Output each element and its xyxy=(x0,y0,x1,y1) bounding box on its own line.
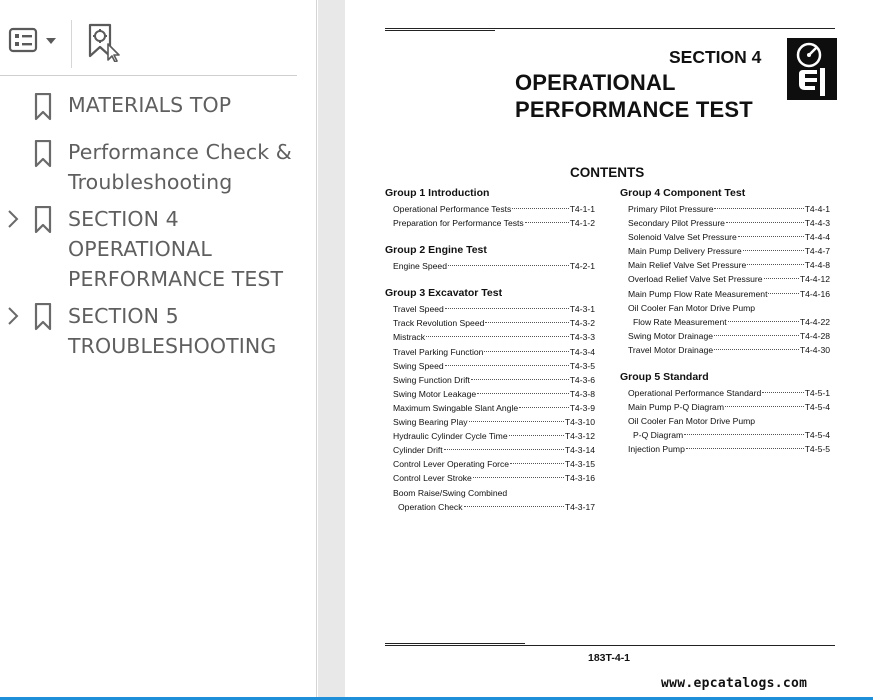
toc-entry[interactable] xyxy=(385,457,595,471)
toc-leader-dots xyxy=(426,336,569,337)
toc-entry[interactable] xyxy=(620,315,830,329)
toc-entry-title: Travel Motor Drainage xyxy=(628,344,714,355)
toc-leader-dots xyxy=(445,365,569,366)
toc-entry-title: Travel Parking Function xyxy=(393,346,484,357)
toc-entry[interactable] xyxy=(385,443,595,457)
toc-entry[interactable] xyxy=(620,258,830,272)
toc-leader-dots xyxy=(473,477,564,478)
bookmarks-toolbar xyxy=(0,8,297,76)
toc-entry-page: T4-4-28 xyxy=(799,330,830,341)
toc-entry[interactable] xyxy=(385,373,595,387)
toc-group-heading: Group 5 Standard xyxy=(620,371,709,384)
toc-leader-dots xyxy=(725,406,804,407)
toc-entry[interactable] xyxy=(620,301,830,315)
toc-entry-title: Swing Bearing Play xyxy=(393,417,468,428)
toc-entry-page: T4-3-16 xyxy=(564,473,595,484)
toc-entry[interactable] xyxy=(620,272,830,286)
toc-leader-dots xyxy=(471,379,569,380)
toc-entry[interactable] xyxy=(385,429,595,443)
toc-entry-title: Control Lever Operating Force xyxy=(393,459,510,470)
toc-leader-dots xyxy=(464,506,564,507)
footer-rule xyxy=(385,645,835,646)
toc-entry[interactable] xyxy=(385,330,595,344)
toc-entry-title: Mistrack xyxy=(393,332,425,343)
toc-entry-title: Swing Function Drift xyxy=(393,374,470,385)
toc-left-column xyxy=(385,185,595,514)
toc-entry[interactable] xyxy=(385,486,595,500)
toc-entry-page: T4-3-1 xyxy=(569,304,595,315)
toc-entry-title: Primary Pilot Pressure xyxy=(628,204,714,214)
toc-leader-dots xyxy=(686,448,804,449)
toc-entry-title: Hydraulic Cylinder Cycle Time xyxy=(393,431,508,442)
watermark: www.epcatalogs.com xyxy=(661,676,808,691)
toc-entry-page: T4-4-12 xyxy=(799,274,830,285)
toc-leader-dots xyxy=(469,421,564,422)
chevron-down-icon xyxy=(46,38,56,44)
toolbar-divider xyxy=(71,20,72,68)
toc-entry[interactable] xyxy=(385,202,595,216)
bookmarks-panel xyxy=(0,0,317,700)
toc-entry-page: T4-3-4 xyxy=(569,346,595,357)
toc-entry[interactable] xyxy=(620,216,830,230)
toc-leader-dots xyxy=(510,463,564,464)
toc-entry[interactable] xyxy=(385,500,595,514)
toc-entry-title: Flow Rate Measurement xyxy=(633,316,727,327)
toc-entry[interactable] xyxy=(620,202,830,216)
toc-entry-page: T4-5-4 xyxy=(804,402,830,413)
toc-entry[interactable] xyxy=(385,345,595,359)
toc-entry-title: Solenoid Valve Set Pressure xyxy=(628,232,737,243)
toc-leader-dots xyxy=(485,322,568,323)
toc-leader-dots xyxy=(762,392,803,393)
toc-entry[interactable] xyxy=(385,471,595,485)
toc-entry-page: T4-4-16 xyxy=(799,288,830,299)
toc-entry-page: T4-4-3 xyxy=(804,218,830,229)
toc-entry-title: Overload Relief Valve Set Pressure xyxy=(628,274,763,285)
toc-entry-page: T4-3-10 xyxy=(564,417,595,428)
toc-entry[interactable] xyxy=(620,343,830,357)
section-number: SECTION 4 xyxy=(669,47,762,67)
toc-entry-page: T4-3-8 xyxy=(569,388,595,399)
toc-leader-dots xyxy=(728,321,799,322)
toc-entry-title: Operation Check xyxy=(398,501,463,512)
toc-entry-title: Operational Performance Tests xyxy=(393,204,512,214)
chevron-right-icon[interactable] xyxy=(6,306,20,326)
toc-entry-page: T4-3-2 xyxy=(569,318,595,329)
toc-leader-dots xyxy=(714,208,803,209)
toc-leader-dots xyxy=(509,435,564,436)
toc-entry-title: Control Lever Stroke xyxy=(393,473,472,484)
find-bookmark-button[interactable] xyxy=(86,22,122,62)
toc-entry-title: Oil Cooler Fan Motor Drive Pump xyxy=(628,302,756,313)
toc-group-heading: Group 4 Component Test xyxy=(620,187,746,199)
toc-entry-page: T4-4-1 xyxy=(804,204,830,214)
toc-entry-page: T4-3-14 xyxy=(564,445,595,456)
toc-entry[interactable] xyxy=(620,329,830,343)
toc-leader-dots xyxy=(448,265,569,266)
toc-entry[interactable] xyxy=(620,400,830,414)
toc-entry[interactable] xyxy=(620,428,830,442)
toc-group-heading: Group 1 Introduction xyxy=(385,187,490,199)
toc-entry-title: Track Revolution Speed xyxy=(393,318,485,329)
toc-entry-page: T4-5-4 xyxy=(804,430,830,441)
toc-leader-dots xyxy=(714,349,799,350)
chevron-right-icon[interactable] xyxy=(6,209,20,229)
toc-entry-page: T4-3-12 xyxy=(564,431,595,442)
document-viewer[interactable] xyxy=(318,0,873,700)
toc-leader-dots xyxy=(738,236,804,237)
toc-leader-dots xyxy=(519,407,569,408)
toc-group-heading: Group 2 Engine Test xyxy=(385,244,487,257)
toc-leader-dots xyxy=(525,222,569,223)
toc-entry-page: T4-3-9 xyxy=(569,402,595,413)
toc-entry-title: Main Pump Delivery Pressure xyxy=(628,246,742,257)
toc-right-column xyxy=(620,185,830,457)
toc-entry[interactable] xyxy=(385,415,595,429)
bookmark-label: Performance Check & Troubleshooting xyxy=(68,140,292,194)
toc-leader-dots xyxy=(747,264,803,265)
toc-leader-dots xyxy=(512,208,568,209)
toc-entry-title: Main Pump P-Q Diagram xyxy=(628,402,724,413)
toc-entry[interactable] xyxy=(620,230,830,244)
toc-entry[interactable] xyxy=(385,387,595,401)
toc-entry-title: P-Q Diagram xyxy=(633,430,684,441)
bookmark-icon xyxy=(34,303,52,331)
toc-entry[interactable] xyxy=(385,401,595,415)
bookmark-icon xyxy=(34,140,52,168)
toc-entry-title: Maximum Swingable Slant Angle xyxy=(393,402,519,413)
toc-entry-title: Cylinder Drift xyxy=(393,445,443,456)
toc-leader-dots xyxy=(726,222,804,223)
toc-leader-dots xyxy=(768,293,798,294)
toc-entry[interactable] xyxy=(620,287,830,301)
bookmark-label: SECTION 5 TROUBLESHOOTING xyxy=(68,304,277,358)
toc-entry[interactable] xyxy=(385,302,595,316)
toc-leader-dots xyxy=(764,278,799,279)
toc-entry-title: Boom Raise/Swing Combined xyxy=(393,487,508,498)
toc-entry-title: Preparation for Performance Tests xyxy=(393,218,524,229)
bookmark-search-icon xyxy=(86,22,122,62)
document-page xyxy=(345,0,873,700)
toc-leader-dots xyxy=(477,393,569,394)
toc-entry-title: Engine Speed xyxy=(393,261,447,272)
toc-entry-title: Main Relief Valve Set Pressure xyxy=(628,260,747,271)
toc-leader-dots xyxy=(743,250,804,251)
toc-entry[interactable] xyxy=(385,316,595,330)
toc-entry-page: T4-4-7 xyxy=(804,246,830,257)
toc-entry[interactable] xyxy=(620,414,830,428)
toc-entry-page: T4-4-4 xyxy=(804,232,830,243)
toc-entry-page: T4-2-1 xyxy=(569,261,595,272)
toc-entry-title: Secondary Pilot Pressure xyxy=(628,218,725,229)
section-title: OPERATIONAL PERFORMANCE TEST xyxy=(515,70,753,122)
toc-entry-title: Oil Cooler Fan Motor Drive Pump xyxy=(628,416,756,427)
list-options-icon xyxy=(8,26,60,56)
toc-entry-page: T4-1-2 xyxy=(569,218,595,229)
header-rule xyxy=(385,30,495,31)
toc-entry-title: Swing Speed xyxy=(393,360,444,371)
toc-leader-dots xyxy=(714,335,799,336)
toc-leader-dots xyxy=(684,434,804,435)
page-number: 183T-4-1 xyxy=(588,652,631,664)
header-rule xyxy=(385,28,835,29)
toc-entry-page: T4-4-8 xyxy=(804,260,830,271)
toc-entry-title: Operational Performance Standard xyxy=(628,388,762,399)
options-menu-button[interactable] xyxy=(8,26,60,56)
toc-entry[interactable] xyxy=(620,244,830,258)
toc-leader-dots xyxy=(444,449,564,450)
toc-group-heading: Group 3 Excavator Test xyxy=(385,287,503,300)
toc-entry-title: Injection Pump xyxy=(628,444,685,455)
toc-leader-dots xyxy=(484,351,568,352)
bookmark-label: MATERIALS TOP xyxy=(68,93,232,117)
bookmark-icon xyxy=(34,93,52,121)
toc-entry-title: Swing Motor Leakage xyxy=(393,388,477,399)
toc-entry[interactable] xyxy=(620,386,830,400)
toc-entry-page: T4-3-6 xyxy=(569,374,595,385)
contents-heading: CONTENTS xyxy=(570,165,645,180)
toc-entry[interactable] xyxy=(620,442,830,456)
bookmark-label: SECTION 4 OPERATIONAL PERFORMANCE TEST xyxy=(68,207,284,291)
toc-entry-page: T4-3-17 xyxy=(564,501,595,512)
toc-entry-page: T4-3-5 xyxy=(569,360,595,371)
toc-entry-title: Swing Motor Drainage xyxy=(628,330,714,341)
toc-entry-title: Main Pump Flow Rate Measurement xyxy=(628,288,768,299)
toc-entry[interactable] xyxy=(385,259,595,273)
toc-entry-page: T4-4-22 xyxy=(799,316,830,327)
toc-entry[interactable] xyxy=(385,216,595,230)
toc-entry-page: T4-5-1 xyxy=(804,388,830,399)
toc-entry-page: T4-1-1 xyxy=(569,204,595,214)
toc-entry-page: T4-4-30 xyxy=(799,344,830,355)
toc-entry[interactable] xyxy=(385,359,595,373)
footer-rule xyxy=(385,643,525,644)
bookmark-icon xyxy=(34,206,52,234)
toc-leader-dots xyxy=(445,308,569,309)
toc-entry-page: T4-3-3 xyxy=(569,332,595,343)
toc-entry-page: T4-5-5 xyxy=(804,444,830,455)
toc-entry-page: T4-3-15 xyxy=(564,459,595,470)
toc-entry-title: Travel Speed xyxy=(393,304,444,315)
